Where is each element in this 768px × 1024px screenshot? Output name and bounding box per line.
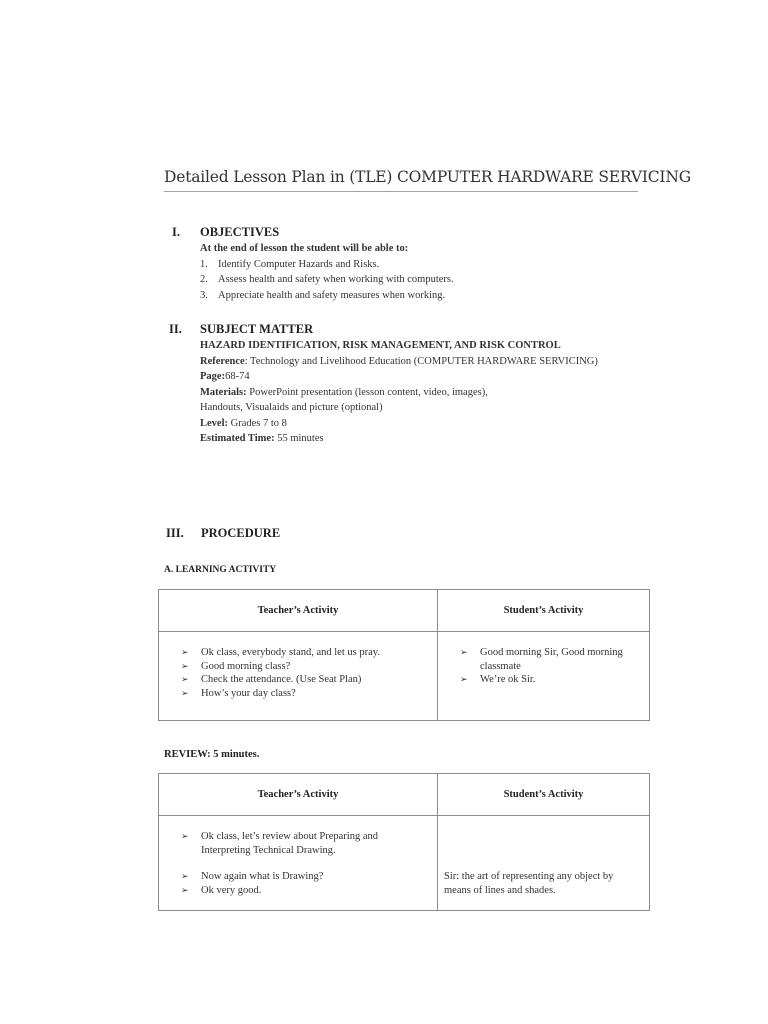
arrow-bullet-icon: ➢ (181, 871, 189, 881)
list-item-text: Now again what is Drawing? (201, 871, 324, 882)
list-item-text: We’re ok Sir. (480, 674, 536, 685)
teacher-activity-cell (159, 816, 438, 911)
reference-line (200, 356, 598, 367)
title-underline (164, 191, 638, 192)
teacher-activity-list (181, 646, 427, 700)
materials-label: Materials: (200, 387, 247, 398)
page-value: 68-74 (225, 371, 250, 382)
table-header-row (159, 774, 650, 816)
page-line (200, 371, 250, 382)
subject-matter-heading (169, 322, 369, 338)
arrow-bullet-icon: ➢ (181, 831, 189, 841)
arrow-bullet-icon: ➢ (460, 647, 468, 657)
arrow-bullet-icon: ➢ (181, 660, 189, 671)
objectives-intro: At the end of lesson the student will be able to: (200, 243, 409, 254)
student-answer: Sir: the art of representing any object by means of lines and shades. (444, 871, 614, 896)
student-activity-cell (438, 816, 650, 911)
section-number: II. (169, 322, 182, 336)
list-item (181, 646, 427, 660)
learning-activity-heading: A. LEARNING ACTIVITY (164, 565, 277, 575)
objective-text: Assess health and safety when working with computers. (218, 274, 454, 285)
objectives-heading (172, 225, 372, 241)
objective-item (200, 290, 445, 301)
time-value: 55 minutes (274, 433, 324, 444)
teacher-activity-list (181, 830, 427, 897)
list-item-text: Good morning class? (201, 660, 291, 672)
objective-number: 1. (200, 259, 208, 270)
objective-number: 2. (200, 274, 208, 285)
procedure-heading (166, 526, 366, 542)
teacher-activity-header: Teacher’s Activity (159, 590, 438, 632)
time-line (200, 433, 324, 444)
section-number: III. (166, 526, 184, 540)
materials-continued: Handouts, Visualaids and picture (optional) (200, 402, 383, 413)
level-value: Grades 7 to 8 (228, 418, 287, 429)
list-item (181, 884, 427, 898)
arrow-bullet-icon: ➢ (181, 687, 189, 698)
list-item-text: Good morning Sir, Good morning classmate (480, 647, 623, 672)
list-item (181, 870, 427, 884)
list-item (460, 673, 641, 687)
list-spacer (181, 857, 427, 870)
level-line (200, 418, 287, 429)
reference-value: : Technology and Livelihood Education (COMPUTER HARDWARE SERVICING) (244, 356, 598, 367)
table-header-row (159, 590, 650, 632)
teacher-activity-header: Teacher’s Activity (159, 774, 438, 816)
section-label: PROCEDURE (201, 526, 281, 540)
review-table (158, 773, 650, 911)
time-label: Estimated Time: (200, 433, 275, 444)
list-item (181, 687, 427, 701)
reference-label: Reference (200, 356, 245, 367)
objective-number: 3. (200, 290, 208, 301)
objective-text: Appreciate health and safety measures when working. (218, 290, 446, 301)
subject-topic: HAZARD IDENTIFICATION, RISK MANAGEMENT, AND RISK CONTROL (200, 340, 561, 351)
student-activity-header: Student’s Activity (438, 774, 650, 816)
arrow-bullet-icon: ➢ (181, 884, 189, 895)
teacher-activity-cell (159, 632, 438, 721)
table-row (159, 632, 650, 721)
page-label: Page: (200, 371, 226, 382)
section-number: I. (172, 225, 180, 239)
objective-item (200, 274, 454, 285)
list-item (181, 660, 427, 674)
section-label: OBJECTIVES (200, 225, 280, 239)
materials-value: PowerPoint presentation (lesson content, video, images), (246, 387, 488, 398)
materials-line (200, 387, 488, 398)
level-label: Level: (200, 418, 228, 429)
list-item (181, 673, 427, 687)
student-activity-cell (438, 632, 650, 721)
list-item-text: Ok class, everybody stand, and let us pray. (201, 647, 380, 658)
arrow-bullet-icon: ➢ (181, 674, 189, 684)
section-label: SUBJECT MATTER (200, 322, 314, 336)
objective-text: Identify Computer Hazards and Risks. (218, 259, 380, 270)
review-heading: REVIEW: 5 minutes. (164, 749, 260, 760)
student-activity-header: Student’s Activity (438, 590, 650, 632)
student-activity-list (460, 646, 641, 687)
list-item (460, 646, 641, 673)
table-row (159, 816, 650, 911)
list-item-text: Ok very good. (201, 884, 262, 896)
list-item-text: Check the attendance. (Use Seat Plan) (201, 674, 362, 685)
list-item-text: How’s your day class? (201, 687, 296, 699)
arrow-bullet-icon: ➢ (460, 674, 468, 684)
arrow-bullet-icon: ➢ (181, 647, 189, 657)
list-item-text: Ok class, let’s review about Preparing and Interpreting Technical Drawing. (201, 831, 378, 856)
learning-activity-table (158, 589, 650, 721)
document-title: Detailed Lesson Plan in (TLE) COMPUTER HARDWARE SERVICING (164, 168, 691, 186)
objective-item (200, 259, 379, 270)
list-item (181, 830, 427, 857)
